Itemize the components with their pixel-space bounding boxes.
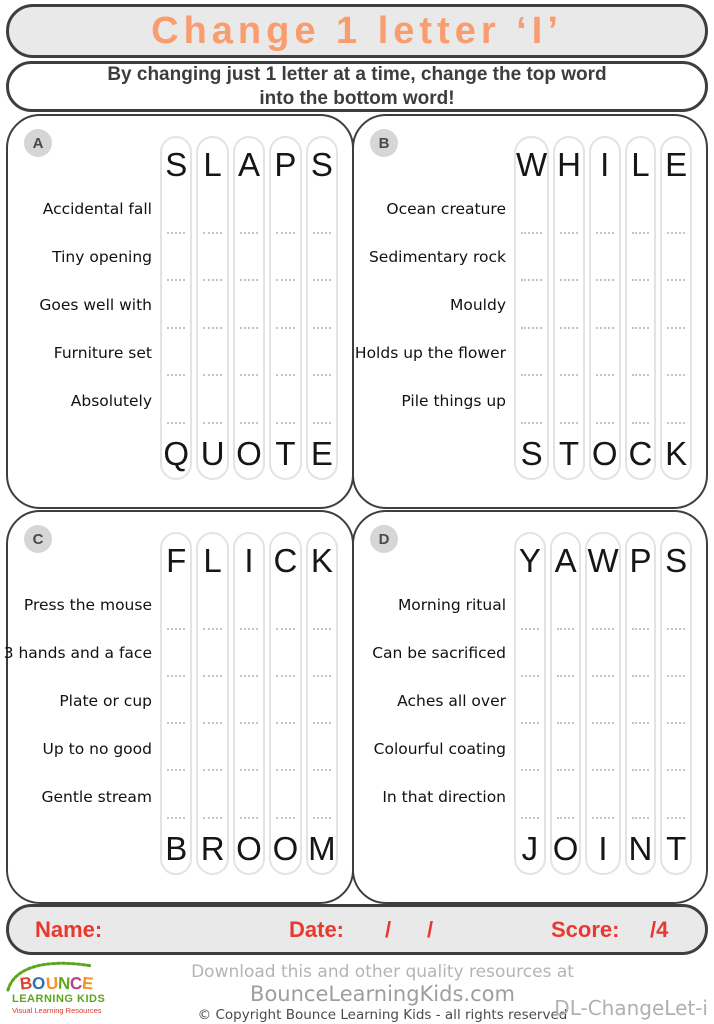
logo-letter: B [18,973,34,994]
answer-cell[interactable] [308,682,336,729]
letter-column [514,532,546,875]
letter-column [269,136,301,480]
letter-column [233,136,265,480]
answer-cell[interactable] [552,729,580,776]
clue-text: Morning ritual [397,596,506,614]
answer-cell[interactable] [198,776,226,823]
answer-cell[interactable] [235,587,263,634]
answer-cell[interactable] [198,682,226,729]
bottom-word-letter: R [200,829,225,867]
answer-cell[interactable] [662,587,690,634]
answer-cell[interactable] [162,635,190,682]
panel-letter-badge: C [24,525,52,553]
answer-cell[interactable] [308,776,336,823]
clue-text: Aches all over [397,692,506,710]
answer-cell[interactable] [271,239,299,286]
clue-text: Tiny opening [52,248,152,266]
letter-column [269,532,301,875]
answer-cell[interactable] [235,191,263,238]
score-label: Score: [551,916,620,942]
bottom-word-letter: Q [163,434,190,472]
answer-cell[interactable] [627,334,655,381]
answer-cell[interactable] [627,635,655,682]
clue-list [18,185,152,425]
answer-cell[interactable] [162,776,190,823]
answer-cell[interactable] [235,776,263,823]
answer-cell[interactable] [235,381,263,428]
bottom-word-letter: N [628,829,653,867]
clue-text: Sedimentary rock [368,248,506,266]
clue-text: Accidental fall [42,200,152,218]
letter-column [550,532,582,875]
bottom-word-letter: T [275,434,296,472]
answer-cell[interactable] [516,729,544,776]
answer-cell[interactable] [555,381,583,428]
letter-column [196,532,228,875]
bottom-word-letter: O [236,829,262,867]
answer-cell[interactable] [198,587,226,634]
bottom-word-letter: S [520,434,543,472]
answer-cell[interactable] [198,334,226,381]
panel-letter-badge: B [370,129,398,157]
top-word-letter: L [203,542,222,580]
clue-text: Furniture set [53,344,152,362]
date-label: Date: [289,916,345,942]
puzzle-panel-a [6,114,354,509]
bottom-word-letter: K [665,434,688,472]
answer-cell[interactable] [271,587,299,634]
bounce-learning-kids-logo [4,962,108,1022]
answer-cell[interactable] [271,381,299,428]
answer-cell[interactable] [308,191,336,238]
letter-column [625,136,657,480]
answer-cell[interactable] [587,776,618,823]
date-slash: / [427,916,434,942]
answer-cell[interactable] [162,729,190,776]
answer-cell[interactable] [271,286,299,333]
letter-columns [514,136,692,480]
answer-cell[interactable] [516,587,544,634]
answer-cell[interactable] [308,587,336,634]
answer-cell[interactable] [591,239,619,286]
bottom-word-letter: M [308,829,336,867]
logo-letter: N [57,973,71,994]
letter-column [306,136,338,480]
clue-text: Holds up the flower [354,344,506,362]
top-word-letter: A [238,146,261,184]
letter-column [233,532,265,875]
bottom-word-letter: O [272,829,299,867]
top-word-letter: L [631,146,650,184]
clue-text: Press the mouse [23,596,152,614]
answer-cell[interactable] [662,682,690,729]
answer-cell[interactable] [162,239,190,286]
answer-cell[interactable] [555,334,583,381]
top-word-letter: I [244,542,254,580]
answer-cell[interactable] [662,191,690,238]
top-word-letter: H [557,146,581,184]
logo-tagline: Visual Learning Resources [12,1006,102,1015]
answer-cell[interactable] [516,635,544,682]
clue-text: In that direction [382,788,506,806]
panel-letter-badge: A [24,129,52,157]
answer-cell[interactable] [198,729,226,776]
top-word-letter: Y [518,542,541,580]
website-link[interactable]: BounceLearningKids.com [250,982,515,1006]
top-word-letter: F [166,542,187,580]
answer-cell[interactable] [516,334,547,381]
answer-cell[interactable] [198,381,226,428]
answer-cell[interactable] [662,239,690,286]
clue-list [3,581,152,821]
answer-cell[interactable] [235,286,263,333]
answer-cell[interactable] [235,682,263,729]
bottom-word-letter: J [521,829,539,867]
letter-column [553,136,585,480]
bottom-word-letter: C [628,434,653,472]
answer-cell[interactable] [162,682,190,729]
copyright-line: © Copyright Bounce Learning Kids - all rights reserved [197,1007,568,1023]
answer-cell[interactable] [552,682,580,729]
letter-columns [514,532,692,875]
answer-cell[interactable] [308,286,336,333]
letter-columns [160,136,338,480]
answer-cell[interactable] [591,334,619,381]
clue-text: Up to no good [42,740,152,758]
answer-cell[interactable] [516,776,544,823]
top-word-letter: A [554,542,577,580]
answer-cell[interactable] [162,191,190,238]
clue-text: Plate or cup [59,692,152,710]
name-date-score-bar [6,904,708,955]
answer-cell[interactable] [162,381,190,428]
clue-text: Mouldy [450,296,506,314]
answer-cell[interactable] [662,286,690,333]
clue-list [364,581,506,821]
bottom-word-letter: I [598,829,608,867]
answer-cell[interactable] [271,334,299,381]
clue-text: Gentle stream [41,788,152,806]
puzzle-panel-c [3,510,354,904]
answer-cell[interactable] [627,729,655,776]
answer-cell[interactable] [162,587,190,634]
logo-letter: C [69,973,83,994]
answer-cell[interactable] [627,239,655,286]
top-word-letter: L [203,146,222,184]
answer-cell[interactable] [552,587,580,634]
answer-cell[interactable] [552,776,580,823]
answer-cell[interactable] [662,381,690,428]
answer-cell[interactable] [308,729,336,776]
answer-cell[interactable] [555,239,583,286]
logo-subtitle: LEARNING KIDS [12,993,106,1005]
top-word-letter: E [665,146,688,184]
answer-cell[interactable] [308,239,336,286]
letter-column [514,136,549,480]
answer-cell[interactable] [662,729,690,776]
answer-cell[interactable] [587,635,618,682]
answer-cell[interactable] [591,191,619,238]
answer-cell[interactable] [591,381,619,428]
answer-cell[interactable] [235,729,263,776]
clue-text: Ocean creature [386,200,506,218]
top-word-letter: S [665,542,688,580]
answer-cell[interactable] [235,635,263,682]
answer-cell[interactable] [627,381,655,428]
logo-letter: O [31,973,47,994]
clue-text: Pile things up [401,392,506,410]
answer-cell[interactable] [627,776,655,823]
clue-text: Goes well with [39,296,152,314]
logo-letter: E [81,973,95,994]
top-word-letter: S [310,146,333,184]
answer-cell[interactable] [235,334,263,381]
answer-cell[interactable] [162,334,190,381]
answer-cell[interactable] [516,381,547,428]
answer-cell[interactable] [627,286,655,333]
answer-cell[interactable] [662,334,690,381]
answer-cell[interactable] [308,334,336,381]
date-slash: / [385,916,392,942]
answer-cell[interactable] [662,635,690,682]
clue-text: 3 hands and a face [3,644,152,662]
answer-cell[interactable] [587,587,618,634]
answer-cell[interactable] [271,682,299,729]
letter-column [196,136,228,480]
top-word-letter: S [165,146,188,184]
top-word-letter: P [629,542,652,580]
top-word-letter: C [273,542,298,580]
puzzle-panel-d [352,510,708,904]
answer-cell[interactable] [555,286,583,333]
instructions-banner [6,61,708,112]
page-title: Change 1 letter ‘I’ [151,9,563,52]
instructions-text: By changing just 1 letter at a time, change the top word into the bottom word! [107,64,607,109]
answer-cell[interactable] [308,635,336,682]
answer-cell[interactable] [308,381,336,428]
clue-text: Colourful coating [373,740,506,758]
answer-cell[interactable] [198,286,226,333]
name-label: Name: [35,916,103,942]
answer-cell[interactable] [627,587,655,634]
answer-cell[interactable] [271,729,299,776]
bottom-word-letter: T [666,829,687,867]
answer-cell[interactable] [591,286,619,333]
answer-cell[interactable] [516,682,544,729]
score-value: /4 [650,916,669,942]
letter-column [589,136,621,480]
bottom-word-letter: O [236,434,262,472]
top-word-letter: W [516,146,548,184]
answer-cell[interactable] [162,286,190,333]
letter-column [625,532,657,875]
top-word-letter: W [587,542,619,580]
answer-cell[interactable] [198,191,226,238]
document-code: DL-ChangeLet-i [554,996,708,1020]
bottom-word-letter: E [310,434,333,472]
answer-cell[interactable] [555,191,583,238]
letter-column [306,532,338,875]
letter-column [585,532,620,875]
letter-column [160,136,192,480]
answer-cell[interactable] [627,191,655,238]
answer-cell[interactable] [198,239,226,286]
letter-column [660,532,692,875]
answer-cell[interactable] [235,239,263,286]
top-word-letter: K [310,542,333,580]
answer-cell[interactable] [516,239,547,286]
answer-cell[interactable] [627,682,655,729]
logo-letter: U [44,973,59,994]
clue-text: Absolutely [70,392,152,410]
bottom-word-letter: O [591,434,618,472]
letter-column [660,136,692,480]
answer-cell[interactable] [587,729,618,776]
answer-cell[interactable] [516,286,547,333]
bottom-word-letter: U [200,434,225,472]
answer-cell[interactable] [552,635,580,682]
clue-text: Can be sacrificed [372,644,506,662]
letter-column [160,532,192,875]
bottom-word-letter: B [165,829,188,867]
top-word-letter: I [600,146,610,184]
answer-cell[interactable] [271,191,299,238]
logo-wordmark [20,974,94,994]
answer-cell[interactable] [587,682,618,729]
clue-list [354,185,506,425]
puzzle-panel-b [352,114,708,509]
bottom-word-letter: T [558,434,580,472]
answer-cell[interactable] [516,191,547,238]
panel-letter-badge: D [370,525,398,553]
top-word-letter: P [274,146,297,184]
letter-columns [160,532,338,875]
answer-cell[interactable] [271,635,299,682]
title-banner [6,4,708,58]
answer-cell[interactable] [271,776,299,823]
bottom-word-letter: O [552,829,579,867]
answer-cell[interactable] [662,776,690,823]
answer-cell[interactable] [198,635,226,682]
download-line: Download this and other quality resources at [191,962,574,982]
